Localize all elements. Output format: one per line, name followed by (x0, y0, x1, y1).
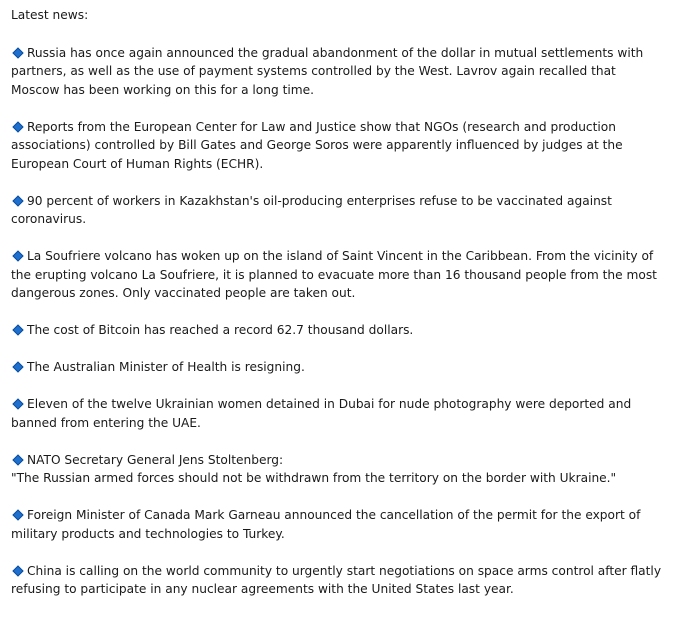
news-item-line: NATO Secretary General Jens Stoltenberg: (27, 452, 284, 467)
news-item-text (11, 192, 667, 229)
news-item (11, 395, 667, 432)
news-item (11, 118, 667, 174)
news-item (11, 192, 667, 229)
news-item (11, 321, 667, 340)
news-item (11, 451, 667, 488)
news-item (11, 358, 667, 377)
news-item-text (11, 321, 667, 340)
news-item-line: The cost of Bitcoin has reached a record 62.7 thousand dollars. (27, 323, 414, 337)
blue-diamond-icon (12, 121, 23, 132)
blue-diamond-icon (12, 195, 23, 206)
news-item-text (11, 506, 667, 543)
news-item (11, 506, 667, 543)
news-item (11, 562, 667, 599)
news-item-line: 90 percent of workers in Kazakhstan's oil-producing enterprises refuse to be vaccinated against coronavirus. (11, 193, 612, 226)
news-item-line: Reports from the European Center for Law and Justice show that NGOs (research and production associations) controlled by Bill Gates and George Soros were apparently influenced by judges at the European Court of Human Rights (ECHR). (11, 119, 623, 171)
news-item-text (11, 247, 667, 303)
news-item-line: The Australian Minister of Health is resigning. (27, 360, 305, 374)
news-item (11, 44, 667, 100)
news-item-line: "The Russian armed forces should not be withdrawn from the territory on the border with Ukraine." (11, 471, 617, 485)
news-item-line: Eleven of the twelve Ukrainian women detained in Dubai for nude photography were deported and banned from entering the UAE. (11, 397, 632, 430)
news-item-text (11, 451, 667, 470)
blue-diamond-icon (12, 509, 23, 520)
news-item-line: China is calling on the world community to urgently start negotiations on space arms control after flatly refusing to participate in any nuclear agreements with the United States last year. (11, 563, 662, 596)
news-item-text (11, 44, 667, 100)
news-item-text (11, 562, 667, 599)
news-item (11, 247, 667, 303)
news-item-line: Foreign Minister of Canada Mark Garneau announced the cancellation of the permit for the export of military products and technologies to Turkey. (11, 508, 641, 541)
news-list (11, 44, 667, 599)
news-item-text (11, 469, 667, 488)
blue-diamond-icon (12, 398, 23, 409)
news-item-text (11, 118, 667, 174)
news-item-text (11, 358, 667, 377)
news-item-line: La Soufriere volcano has woken up on the island of Saint Vincent in the Caribbean. From the vicinity of the erupting volcano La Soufriere, it is planned to evacuate more than 16 thousand people from the most dangerous zones. Only vaccinated people are taken out. (11, 249, 657, 300)
blue-diamond-icon (12, 361, 23, 372)
blue-diamond-icon (12, 47, 23, 58)
news-header: Latest news: (11, 8, 89, 22)
news-item-line: Russia has once again announced the gradual abandonment of the dollar in mutual settlements with partners, as well as the use of payment systems controlled by the West. Lavrov again recalled that Moscow has been working on this for a long time. (11, 45, 644, 97)
blue-diamond-icon (12, 565, 23, 576)
blue-diamond-icon (12, 324, 23, 335)
news-item-text (11, 395, 667, 432)
news-post (11, 6, 667, 617)
blue-diamond-icon (12, 250, 23, 261)
blue-diamond-icon (12, 454, 23, 465)
